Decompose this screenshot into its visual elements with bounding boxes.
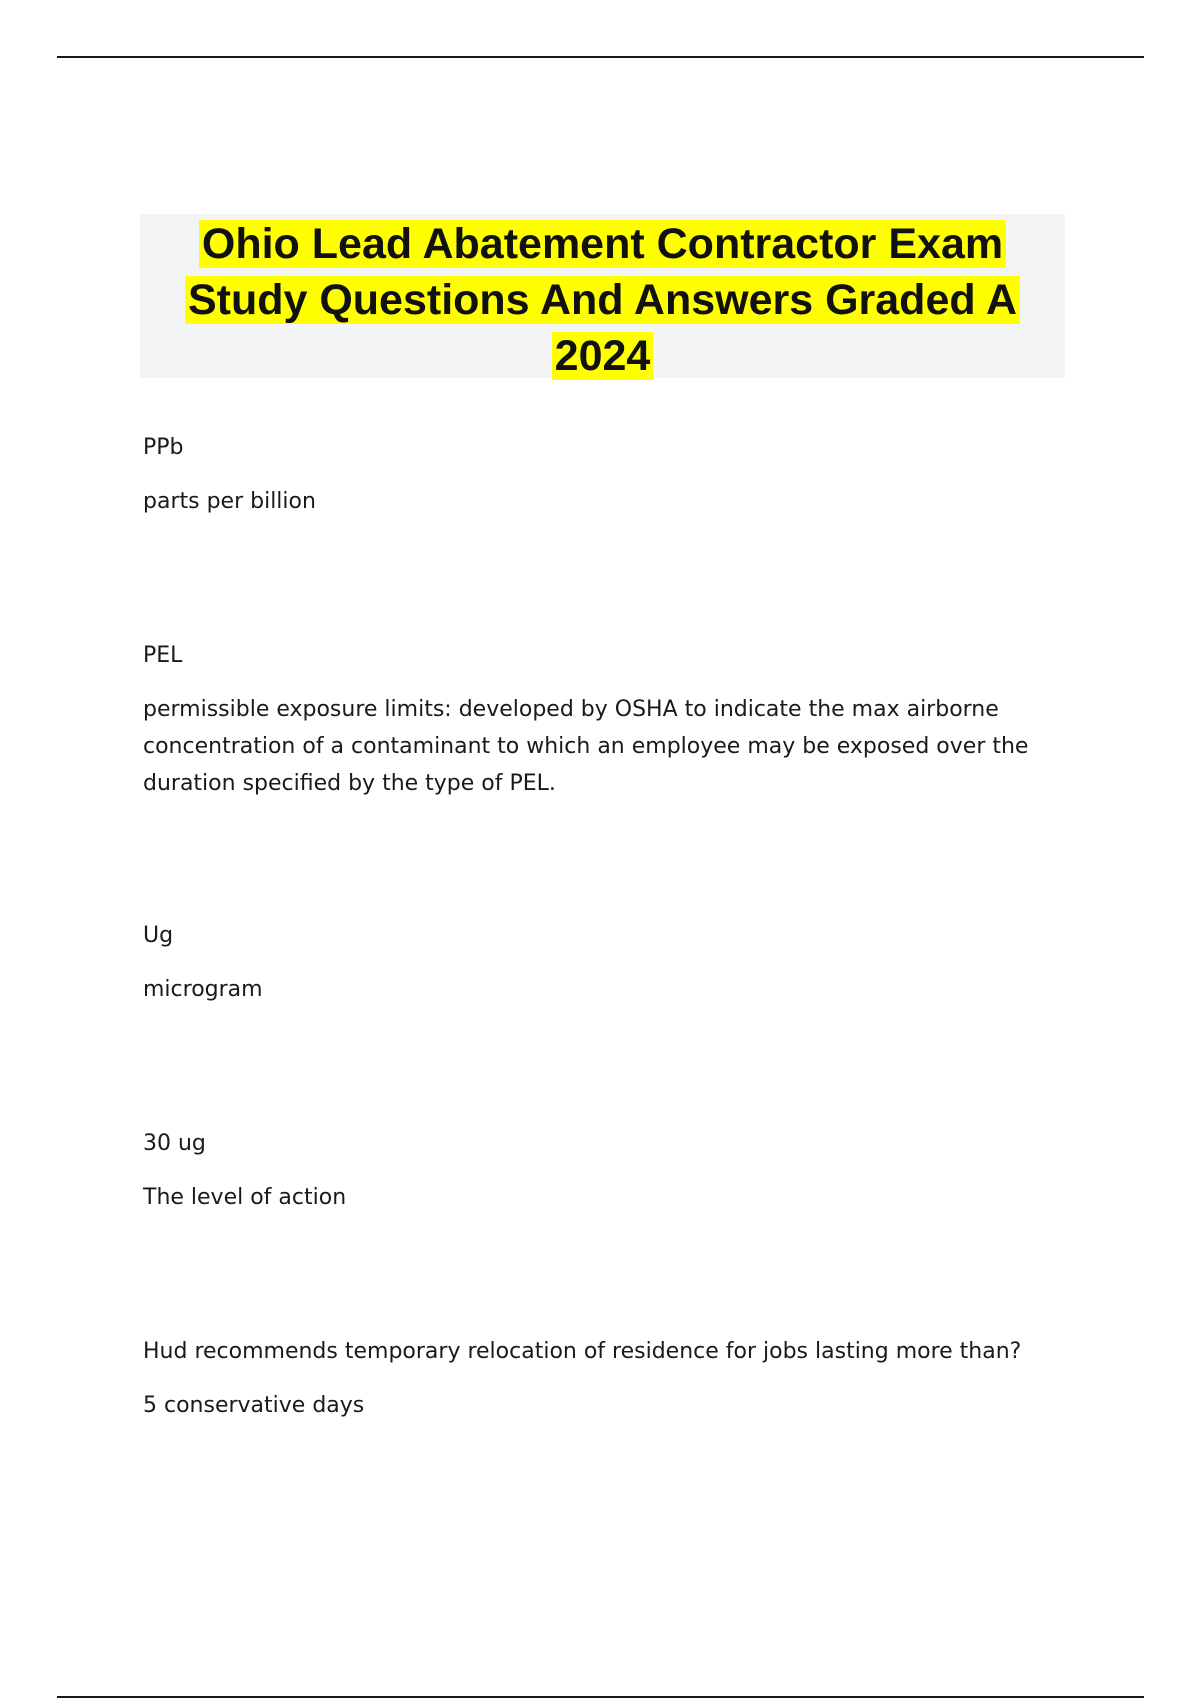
title-line-1: Ohio Lead Abatement Contractor Exam <box>199 220 1006 268</box>
qa-definition: 5 conservative days <box>143 1393 365 1418</box>
qa-definition: parts per billion <box>143 489 316 514</box>
qa-term: 30 ug <box>143 1131 206 1156</box>
title-line-3: 2024 <box>552 332 654 380</box>
qa-term: Ug <box>143 923 174 948</box>
qa-item-hud-relocation <box>143 1337 1063 1424</box>
qa-item-ppb <box>143 433 1063 520</box>
qa-item-pel <box>143 641 1063 802</box>
bottom-rule <box>57 1696 1144 1698</box>
qa-definition: microgram <box>143 977 263 1002</box>
top-rule <box>57 56 1144 58</box>
qa-item-30ug <box>143 1129 1063 1216</box>
qa-term: PPb <box>143 435 184 460</box>
qa-item-ug <box>143 921 1063 1008</box>
qa-term: PEL <box>143 643 183 668</box>
title-block <box>140 214 1065 378</box>
title-line-2: Study Questions And Answers Graded A <box>185 276 1020 324</box>
qa-term: Hud recommends temporary relocation of residence for jobs lasting more than? <box>143 1339 1022 1364</box>
qa-definition: permissible exposure limits: developed by OSHA to indicate the max airborne concentration of a contaminant to which an employee may be exposed over the duration specified by the type of PEL. <box>143 697 1029 796</box>
page-title <box>140 214 1065 384</box>
qa-definition: The level of action <box>143 1185 347 1210</box>
